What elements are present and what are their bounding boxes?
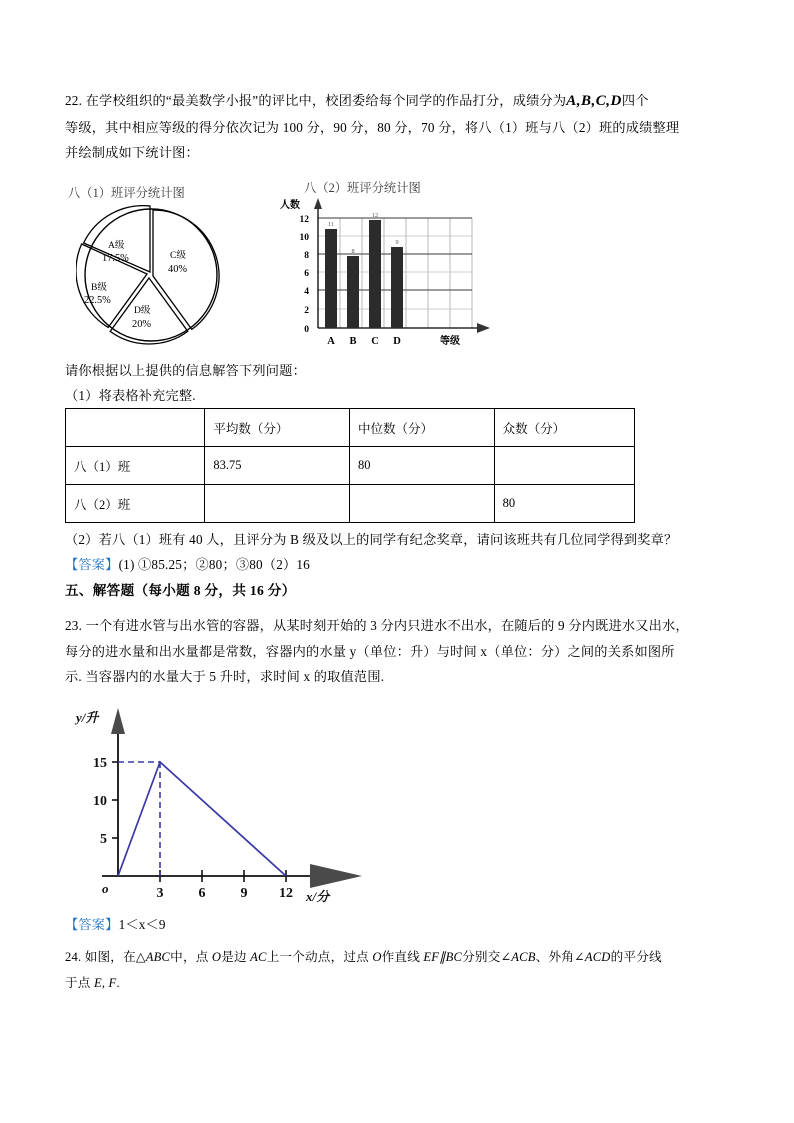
q22-prompt: [65, 358, 737, 384]
question-23-stem: [65, 613, 737, 690]
bar-ytick-0: 0: [304, 325, 309, 335]
q24-line-2: [65, 971, 737, 997]
q22-answer-text: (1) ①85.25；②80；③80（2）16: [118, 557, 310, 572]
pie-value-B: 22.5%: [84, 295, 111, 306]
bar-ytick-12: 12: [299, 215, 309, 225]
bar-ytick-4: 4: [304, 287, 309, 297]
line-x-axis-arrow: [310, 864, 362, 888]
pie-value-C: 40%: [168, 264, 188, 275]
pie-label-C: C级: [170, 250, 186, 261]
q23-line-2: 每分的进水量和出水量都是常数，容器内的水量 y（单位：升）与时间 x（单位：分）之间的关系如图所: [65, 643, 675, 659]
q24-seg8: 的平分线: [610, 950, 662, 964]
q22-answer-tag: 【答案】: [65, 557, 119, 572]
bar-A: [325, 229, 337, 328]
bar-ytick-8: 8: [304, 251, 309, 261]
line-y-axis-label: y/升: [76, 710, 99, 725]
line-ytick-15: 15: [93, 756, 107, 771]
q24-seg6: 分别交∠: [462, 950, 512, 964]
q22-grades-emph: A,B,C,D: [566, 93, 622, 109]
line-chart-svg: [62, 696, 372, 911]
pie-chart-svg: [76, 205, 281, 347]
bar-value-D: 9: [395, 239, 399, 246]
table-cell-r0c2: 80: [349, 447, 494, 485]
q24-em6: ACB: [511, 950, 536, 964]
q24-line2-em: E, F: [93, 975, 117, 990]
question-24-stem: [65, 945, 737, 996]
q24-seg3: 是边: [221, 950, 251, 964]
q22-line-1-text: 22. 在学校组织的“最美数学小报”的评比中，校团委给每个同学的作品打分，成绩分为: [65, 93, 567, 108]
q24-seg7: 、外角∠: [535, 950, 585, 964]
bar-value-B: 8: [351, 248, 355, 255]
line-xtick-3: 3: [156, 886, 164, 901]
section-heading-text: 五、解答题（每小题 8 分，共 16 分）: [65, 583, 296, 598]
table-cell-r0c0: 八（1）班: [66, 447, 205, 485]
q23-answer: [65, 912, 737, 938]
pie-value-A: 17.5%: [102, 253, 129, 264]
bar-B: [347, 256, 359, 328]
line-ytick-5: 5: [100, 832, 107, 847]
table-header-2: 中位数（分）: [349, 409, 494, 447]
table-cell-r1c2: [349, 485, 494, 523]
q22-sub2: [65, 527, 737, 553]
q24-line-1: [65, 945, 737, 971]
q24-em5: EF∥BC: [423, 950, 463, 964]
q22-sub1: [65, 383, 737, 409]
question-22-stem: [65, 88, 737, 166]
table-row: [66, 485, 635, 523]
bar-ytick-2: 2: [304, 306, 309, 316]
q22-prompt-text: 请你根据以上提供的信息解答下列问题：: [65, 363, 306, 378]
pie-label-A: A级: [108, 240, 125, 251]
bar-chart-svg: [262, 178, 494, 350]
q24-em7: ACD: [584, 950, 611, 964]
pie-label-D: D级: [134, 305, 151, 316]
bar-y-axis-label: 人数: [280, 200, 300, 211]
line-x-axis-label: x/分: [306, 889, 330, 904]
table-row: [66, 447, 635, 485]
q24-line2-post: .: [116, 975, 120, 990]
bar-x-axis-arrow: [477, 323, 490, 333]
q23-line-1: 23. 一个有进水管与出水管的容器，从某时刻开始的 3 分内只进水不出水，在随后的 9 分内既进水又出水，: [65, 618, 689, 633]
q23-answer-text: 1＜x＜9: [118, 917, 166, 932]
bar-ytick-6: 6: [304, 269, 309, 279]
table-header-row: [66, 409, 635, 447]
table-cell-r1c1: [205, 485, 350, 523]
bar-ytick-10: 10: [299, 233, 309, 243]
pie-value-D: 20%: [132, 319, 152, 330]
q24-seg5: 作直线: [381, 950, 424, 964]
statistics-table: [65, 408, 635, 523]
table-cell-r1c0: 八（2）班: [66, 485, 205, 523]
q22-line-1: [65, 88, 737, 115]
section-heading: [65, 578, 737, 604]
q22-answer: [65, 552, 737, 578]
table-cell-r1c3: 80: [494, 485, 634, 523]
line-xtick-12: 12: [279, 886, 293, 901]
q22-sub2-text: （2）若八（1）班有 40 人，且评分为 B 级及以上的同学有纪念奖章，请问该班共有几位同学得到奖章？: [65, 532, 678, 547]
bar-cat-A: A: [327, 336, 335, 347]
table-header-0: [66, 409, 205, 447]
bar-x-axis-label: 等级: [440, 336, 460, 347]
bar-cat-B: B: [349, 336, 357, 347]
bar-cat-D: D: [393, 336, 401, 347]
table-header-1: 平均数（分）: [205, 409, 350, 447]
line-xtick-9: 9: [240, 886, 248, 901]
q23-line-3: 示. 当容器内的水量大于 5 升时，求时间 x 的取值范围.: [65, 669, 385, 684]
bar-y-axis-arrow: [314, 198, 322, 209]
table-header-3: 众数（分）: [494, 409, 634, 447]
q22-answer-line: [65, 552, 737, 578]
line-y-axis-arrow: [111, 708, 125, 734]
q24-em3: AC: [250, 950, 267, 964]
bar-D: [391, 247, 403, 328]
bar-value-A: 11: [328, 221, 334, 228]
q23-answer-line: [65, 912, 737, 938]
pie-label-B: B级: [91, 282, 107, 293]
q24-em2: O: [211, 950, 222, 964]
bar-chart-figure: [262, 178, 494, 350]
line-chart-figure: [62, 696, 372, 911]
q24-seg2: 中，点: [170, 950, 212, 964]
line-ytick-10: 10: [93, 794, 107, 809]
q24-em1: ABC: [145, 950, 171, 964]
q24-seg1: 24. 如图，在△: [65, 950, 146, 964]
line-xtick-6: 6: [198, 886, 206, 901]
bar-cat-C: C: [371, 336, 379, 347]
bar-value-C: 12: [371, 212, 379, 219]
line-origin-label: o: [102, 881, 109, 896]
pie-chart-title: 八（1）班评分统计图: [68, 186, 185, 200]
q24-em4: O: [372, 950, 382, 964]
q24-seg4: 上一个动点，过点: [266, 950, 373, 964]
line-series-path: [118, 762, 286, 876]
bar-chart-title: 八（2）班评分统计图: [304, 181, 421, 195]
q23-answer-tag: 【答案】: [65, 917, 119, 932]
q24-line2-pre: 于点: [65, 975, 94, 990]
q22-sub1-text: （1）将表格补充完整.: [65, 388, 196, 403]
q22-line-1-post: 四个: [621, 93, 649, 108]
table-cell-r0c1: 83.75: [205, 447, 350, 485]
table-cell-r0c3: [494, 447, 634, 485]
q22-line-3: 并绘制成如下统计图：: [65, 145, 199, 160]
bar-C: [369, 220, 381, 328]
q22-line-2: 等级，其中相应等级的得分依次记为 100 分，90 分，80 分，70 分，将八（1）班与八（2）班的成绩整理: [65, 119, 680, 135]
